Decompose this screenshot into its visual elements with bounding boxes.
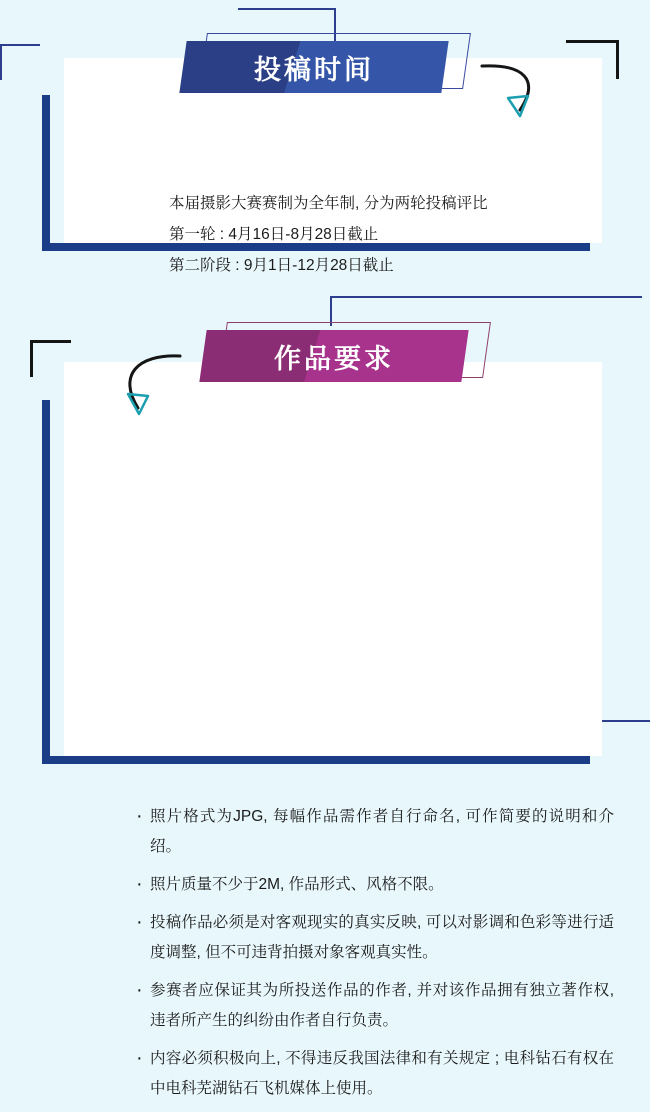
work-requirements-title: 作品要求 — [274, 343, 394, 374]
work-requirements-list — [136, 802, 614, 1112]
list-item: · 投稿作品必须是对客观现实的真实反映, 可以对影调和色彩等进行适度调整, 但不可违背拍摄对象客观真实性。 — [136, 908, 614, 968]
decoration-bracket-left-blue — [0, 44, 40, 80]
submission-time-line-2: 第一轮 : 4月16日-8月28日截止 — [169, 226, 379, 243]
submission-time-title: 投稿时间 — [254, 54, 374, 85]
list-item: · 内容必须积极向上, 不得违反我国法律和有关规定 ; 电科钻石有权在中电科芜湖钻石飞机媒体上使用。 — [136, 1044, 614, 1104]
list-item: · 照片格式为JPG, 每幅作品需作者自行命名, 可作简要的说明和介绍。 — [136, 802, 614, 862]
curved-arrow-down-right-icon — [108, 350, 184, 420]
submission-time-line-1: 本届摄影大赛赛制为全年制, 分为两轮投稿评比 — [169, 195, 488, 212]
submission-time-line-3: 第二阶段 : 9月1日-12月28日截止 — [169, 257, 394, 274]
work-requirements-card — [64, 362, 614, 1097]
list-item: · 照片质量不少于2M, 作品形式、风格不限。 — [136, 870, 614, 900]
work-requirements-banner — [195, 322, 495, 392]
submission-time-banner — [175, 33, 475, 103]
curved-arrow-down-left-icon — [478, 62, 548, 124]
submission-time-text — [169, 188, 488, 281]
list-item: · 参赛者应保证其为所投送作品的作者, 并对该作品拥有独立著作权, 违者所产生的纠纷由作者自行负责。 — [136, 976, 614, 1036]
